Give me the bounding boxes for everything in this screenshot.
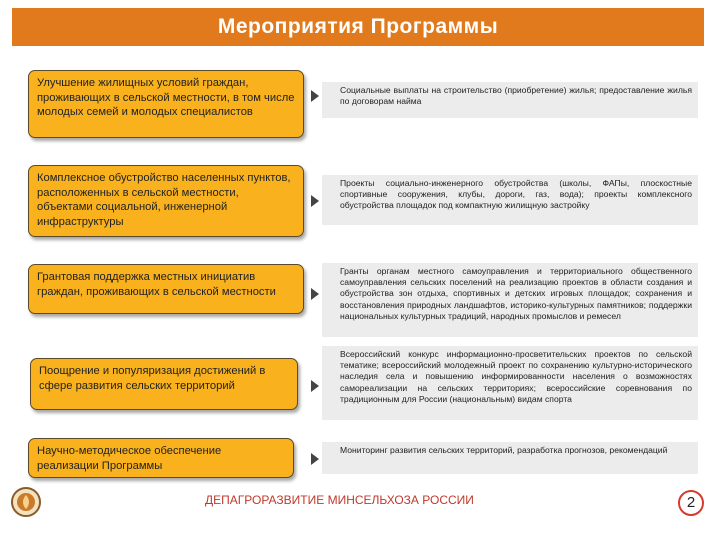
- description-promotion: Всероссийский конкурс информационно-просветительских проектов по сельской тематике; всероссийский молодежный проект по сохранению культурно-исторического наследия села и повышению информированности населения о возможностях самореализации на сельских территориях; всероссийские соревнования по традиционным для России (национальным) видам спорта: [322, 346, 698, 420]
- footer-organization: ДЕПАГРОРАЗВИТИЕ МИНСЕЛЬХОЗА РОССИИ: [205, 493, 474, 507]
- description-methodology: Мониторинг развития сельских территорий, разработка прогнозов, рекомендаций: [322, 442, 698, 474]
- page-number: 2: [678, 490, 704, 516]
- measure-box-grants: Грантовая поддержка местных инициатив граждан, проживающих в сельской местности: [28, 264, 304, 314]
- arrow-icon: [311, 195, 319, 207]
- measure-box-promotion: Поощрение и популяризация достижений в сфере развития сельских территорий: [30, 358, 298, 410]
- arrow-icon: [311, 288, 319, 300]
- arrow-icon: [311, 90, 319, 102]
- arrow-icon: [311, 380, 319, 392]
- measure-box-housing: Улучшение жилищных условий граждан, проживающих в сельской местности, в том числе молодых семей и молодых специалистов: [28, 70, 304, 138]
- arrow-icon: [311, 453, 319, 465]
- ministry-emblem-icon: [10, 486, 42, 518]
- page-title: Мероприятия Программы: [12, 8, 704, 46]
- description-infrastructure: Проекты социально-инженерного обустройства (школы, ФАПы, плоскостные спортивные сооружения, клубы, дороги, газ, вода); проекты комплексного обустройства площадок под компактную жилищную застройку: [322, 175, 698, 225]
- measure-box-infrastructure: Комплексное обустройство населенных пунктов, расположенных в сельской местности, объектами социальной, инженерной инфраструктуры: [28, 165, 304, 237]
- description-grants: Гранты органам местного самоуправления и территориального общественного самоуправления сельских поселений на реализацию проектов в области создания и обустройства зон отдыха, спортивных и детских игровых площадок; сохранения и восстановления природных ландшафтов, историко-культурных памятников; поддержки национальных культурных традиций, народных промыслов и ремесел: [322, 263, 698, 337]
- description-housing: Социальные выплаты на строительство (приобретение) жилья; предоставление жилья по договорам найма: [322, 82, 698, 118]
- measure-box-methodology: Научно-методическое обеспечение реализации Программы: [28, 438, 294, 478]
